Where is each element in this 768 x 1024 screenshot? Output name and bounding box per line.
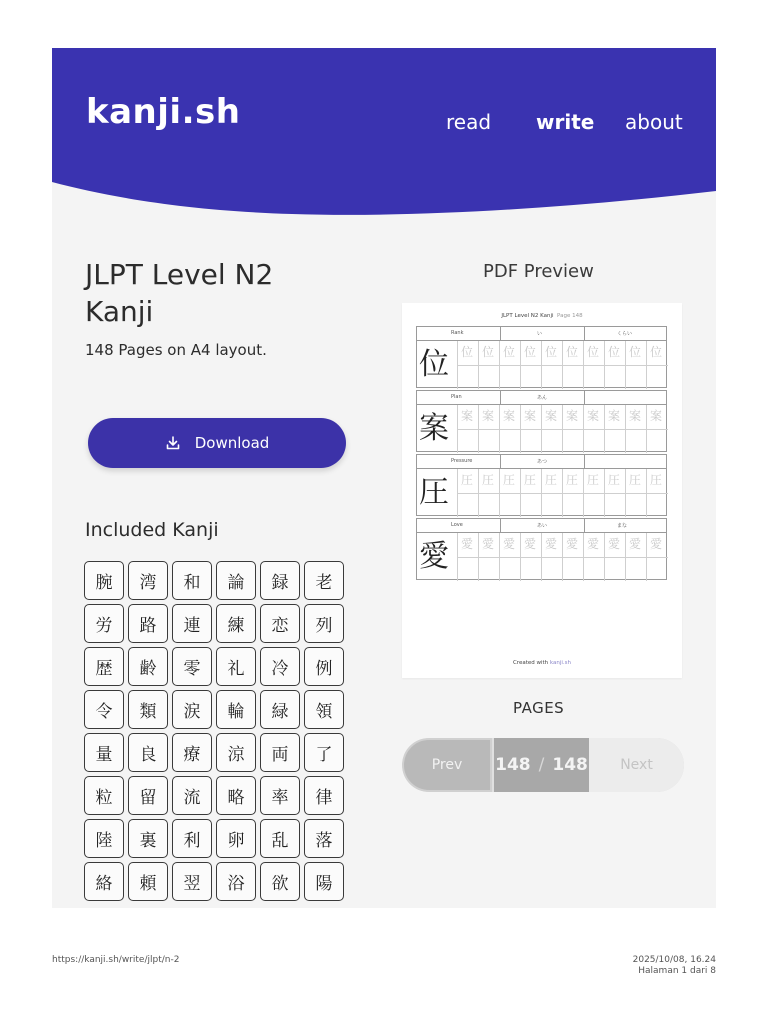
preview-trace-kanji: 圧 — [482, 473, 495, 487]
print-footer-url: https://kanji.sh/write/jlpt/n-2 — [52, 955, 180, 965]
preview-trace-kanji: 圧 — [461, 473, 474, 487]
pages-label: PAGES — [513, 699, 565, 717]
preview-divider — [584, 391, 585, 405]
kanji-cell[interactable]: 涙 — [172, 690, 212, 729]
kanji-cell[interactable]: 療 — [172, 733, 212, 772]
preview-big-kanji: 愛 — [419, 539, 449, 574]
pagination — [402, 738, 684, 792]
preview-trace-row — [457, 405, 668, 453]
preview-trace-kanji: 圧 — [587, 473, 600, 487]
preview-trace-kanji: 案 — [461, 409, 474, 423]
kanji-cell[interactable]: 労 — [84, 604, 124, 643]
preview-grid-line — [457, 557, 668, 558]
preview-divider — [500, 391, 501, 405]
kanji-cell[interactable]: 連 — [172, 604, 212, 643]
preview-meaning: Love — [451, 522, 463, 528]
current-page: 148 — [495, 755, 531, 775]
preview-divider — [584, 455, 585, 469]
preview-trace-kanji: 愛 — [482, 537, 495, 551]
kanji-cell[interactable]: 翌 — [172, 862, 212, 901]
preview-trace-kanji: 位 — [545, 345, 558, 359]
preview-meaning: Plan — [451, 394, 462, 400]
preview-block-header — [417, 455, 666, 469]
preview-divider — [500, 519, 501, 533]
kanji-cell[interactable]: 列 — [304, 604, 344, 643]
preview-trace-kanji: 圧 — [545, 473, 558, 487]
preview-divider — [500, 455, 501, 469]
kanji-cell[interactable]: 浴 — [216, 862, 256, 901]
preview-trace-kanji: 案 — [482, 409, 495, 423]
print-footer-date: 2025/10/08, 16.24 — [632, 955, 716, 965]
preview-kanji-block — [416, 518, 667, 580]
preview-trace-kanji: 案 — [650, 409, 663, 423]
brand-logo[interactable]: kanji.sh — [86, 92, 241, 132]
preview-trace-kanji: 愛 — [503, 537, 516, 551]
preview-on: あい — [537, 523, 548, 529]
preview-trace-row — [457, 341, 668, 389]
preview-trace-kanji: 案 — [629, 409, 642, 423]
preview-divider — [500, 327, 501, 341]
kanji-cell[interactable]: 率 — [260, 776, 300, 815]
kanji-cell[interactable]: 論 — [216, 561, 256, 600]
kanji-cell[interactable]: 齢 — [128, 647, 168, 686]
preview-meaning: Pressure — [451, 458, 473, 464]
preview-meaning: Rank — [451, 330, 464, 336]
kanji-cell[interactable]: 裏 — [128, 819, 168, 858]
kanji-cell[interactable]: 留 — [128, 776, 168, 815]
preview-footer — [402, 660, 682, 666]
preview-footer-link: kanji.sh — [549, 660, 572, 666]
kanji-cell[interactable]: 粒 — [84, 776, 124, 815]
preview-grid-line — [457, 365, 668, 366]
next-button[interactable]: Next — [589, 738, 684, 792]
header-background — [52, 48, 716, 218]
kanji-cell[interactable]: 乱 — [260, 819, 300, 858]
preview-trace-kanji: 案 — [566, 409, 579, 423]
kanji-cell[interactable]: 略 — [216, 776, 256, 815]
preview-grid-line — [457, 493, 668, 494]
preview-trace-kanji: 案 — [545, 409, 558, 423]
kanji-cell[interactable]: 両 — [260, 733, 300, 772]
preview-trace-kanji: 位 — [461, 345, 474, 359]
preview-trace-kanji: 位 — [608, 345, 621, 359]
preview-block-header — [417, 327, 666, 341]
preview-trace-kanji: 位 — [503, 345, 516, 359]
page-title: JLPT Level N2 Kanji — [85, 258, 274, 328]
preview-kanji-block — [416, 326, 667, 388]
preview-trace-kanji: 位 — [650, 345, 663, 359]
kanji-cell[interactable]: 絡 — [84, 862, 124, 901]
kanji-cell[interactable]: 了 — [304, 733, 344, 772]
preview-trace-kanji: 愛 — [524, 537, 537, 551]
download-icon — [165, 435, 181, 451]
preview-trace-kanji: 位 — [587, 345, 600, 359]
print-footer-page: Halaman 1 dari 8 — [638, 966, 716, 976]
kanji-cell[interactable]: 冷 — [260, 647, 300, 686]
kanji-cell[interactable]: 零 — [172, 647, 212, 686]
preview-trace-kanji: 案 — [503, 409, 516, 423]
preview-kun: くらい — [617, 331, 633, 337]
kanji-cell[interactable]: 腕 — [84, 561, 124, 600]
pdf-preview-title: PDF Preview — [483, 261, 594, 282]
download-label: Download — [194, 434, 270, 452]
kanji-cell[interactable]: 路 — [128, 604, 168, 643]
download-button[interactable] — [88, 418, 346, 468]
kanji-cell[interactable]: 録 — [260, 561, 300, 600]
kanji-cell[interactable]: 頼 — [128, 862, 168, 901]
preview-trace-kanji: 圧 — [566, 473, 579, 487]
kanji-grid — [84, 561, 348, 901]
preview-on: あつ — [537, 459, 548, 465]
page-subtitle: 148 Pages on A4 layout. — [85, 341, 267, 359]
preview-divider — [584, 519, 585, 533]
nav-about[interactable]: about — [625, 110, 683, 134]
preview-trace-kanji: 位 — [566, 345, 579, 359]
kanji-cell[interactable]: 輪 — [216, 690, 256, 729]
kanji-cell[interactable]: 流 — [172, 776, 212, 815]
kanji-cell[interactable]: 歴 — [84, 647, 124, 686]
preview-trace-row — [457, 533, 668, 581]
print-footer-meta — [633, 955, 716, 977]
preview-sheet-name: JLPT Level N2 Kanji — [501, 313, 554, 319]
kanji-cell[interactable]: 欲 — [260, 862, 300, 901]
pdf-preview[interactable] — [402, 303, 682, 678]
kanji-cell[interactable]: 湾 — [128, 561, 168, 600]
kanji-cell[interactable]: 例 — [304, 647, 344, 686]
preview-trace-kanji: 圧 — [503, 473, 516, 487]
preview-sheet-title — [402, 313, 682, 319]
preview-big-kanji: 位 — [419, 347, 449, 382]
preview-trace-kanji: 圧 — [608, 473, 621, 487]
preview-trace-kanji: 案 — [524, 409, 537, 423]
kanji-cell[interactable]: 令 — [84, 690, 124, 729]
preview-sheet-page: Page 148 — [557, 313, 583, 319]
preview-divider — [584, 327, 585, 341]
nav-write[interactable]: write — [536, 110, 595, 134]
kanji-cell[interactable]: 陽 — [304, 862, 344, 901]
kanji-cell[interactable]: 練 — [216, 604, 256, 643]
kanji-cell[interactable]: 量 — [84, 733, 124, 772]
preview-kun: まな — [617, 523, 628, 529]
preview-big-kanji: 圧 — [419, 475, 449, 510]
preview-trace-kanji: 圧 — [524, 473, 537, 487]
preview-trace-kanji: 案 — [587, 409, 600, 423]
nav-read[interactable]: read — [446, 110, 492, 134]
preview-trace-kanji: 案 — [608, 409, 621, 423]
kanji-cell[interactable]: 涼 — [216, 733, 256, 772]
kanji-cell[interactable]: 和 — [172, 561, 212, 600]
page-separator: / — [538, 755, 545, 775]
kanji-cell[interactable]: 利 — [172, 819, 212, 858]
preview-grid-line — [457, 429, 668, 430]
preview-trace-kanji: 愛 — [608, 537, 621, 551]
kanji-cell[interactable]: 領 — [304, 690, 344, 729]
kanji-cell[interactable]: 礼 — [216, 647, 256, 686]
preview-on: い — [537, 331, 543, 337]
preview-trace-kanji: 圧 — [650, 473, 663, 487]
page — [52, 48, 716, 908]
preview-trace-kanji: 圧 — [629, 473, 642, 487]
kanji-cell[interactable]: 陸 — [84, 819, 124, 858]
preview-trace-kanji: 愛 — [650, 537, 663, 551]
kanji-cell[interactable]: 律 — [304, 776, 344, 815]
preview-kanji-block — [416, 390, 667, 452]
header — [52, 48, 716, 218]
kanji-cell[interactable]: 卵 — [216, 819, 256, 858]
preview-kanji-block — [416, 454, 667, 516]
preview-trace-kanji: 愛 — [629, 537, 642, 551]
included-kanji-title: Included Kanji — [85, 519, 219, 541]
preview-trace-kanji: 位 — [482, 345, 495, 359]
preview-big-kanji: 案 — [419, 411, 449, 446]
kanji-cell[interactable]: 恋 — [260, 604, 300, 643]
preview-trace-kanji: 位 — [629, 345, 642, 359]
page-indicator — [494, 738, 589, 792]
kanji-cell[interactable]: 類 — [128, 690, 168, 729]
kanji-cell[interactable]: 緑 — [260, 690, 300, 729]
kanji-cell[interactable]: 落 — [304, 819, 344, 858]
kanji-cell[interactable]: 良 — [128, 733, 168, 772]
preview-on: あん — [537, 395, 548, 401]
prev-button[interactable]: Prev — [402, 738, 492, 792]
preview-trace-kanji: 愛 — [545, 537, 558, 551]
kanji-cell[interactable]: 老 — [304, 561, 344, 600]
preview-trace-kanji: 愛 — [461, 537, 474, 551]
preview-trace-kanji: 位 — [524, 345, 537, 359]
total-pages: 148 — [552, 755, 588, 775]
preview-trace-row — [457, 469, 668, 517]
preview-trace-kanji: 愛 — [566, 537, 579, 551]
preview-trace-kanji: 愛 — [587, 537, 600, 551]
preview-footer-prefix: Created with — [512, 660, 549, 666]
preview-block-header — [417, 519, 666, 533]
preview-block-header — [417, 391, 666, 405]
